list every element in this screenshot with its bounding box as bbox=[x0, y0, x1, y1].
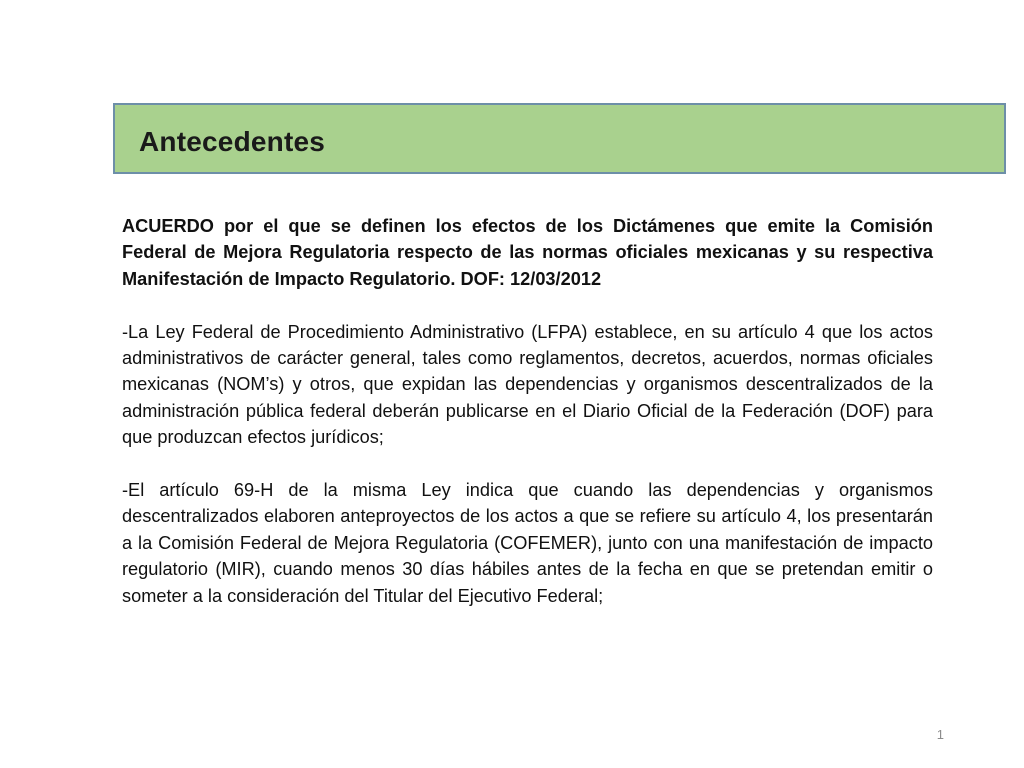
paragraph-lfpa: -La Ley Federal de Procedimiento Administrativo (LFPA) establece, en su artículo 4 que los actos administrativos de carácter general, tales como reglamentos, decretos, acuerdos, normas oficiales mexicanas (NOM’s) y otros, que expidan las dependencias y organismos descentralizados de la administración pública federal deberán publicarse en el Diario Oficial de la Federación (DOF) para que produzcan efectos jurídicos; bbox=[122, 321, 933, 448]
title-bar bbox=[113, 103, 1006, 174]
paragraph-articulo-69h: -El artículo 69-H de la misma Ley indica que cuando las dependencias y organismos descentralizados elaboren anteproyectos de los actos a que se refiere su artículo 4, los presentarán a la Comisión Federal de Mejora Regulatoria (COFEMER), junto con una manifestación de impacto regulatorio (MIR), cuando menos 30 días hábiles antes de la fecha en que se pretendan emitir o someter a la consideración del Titular del Ejecutivo Federal; bbox=[122, 480, 933, 606]
page-number: 1 bbox=[936, 727, 944, 742]
paragraph-acuerdo: ACUERDO por el que se definen los efectos de los Dictámenes que emite la Comisión Federal de Mejora Regulatoria respecto de las normas oficiales mexicanas y su respectiva Manifestación de Impacto Regulatorio. DOF: 12/03/2012 bbox=[122, 216, 933, 289]
slide-title: Antecedentes bbox=[139, 126, 326, 157]
slide-body bbox=[122, 213, 933, 609]
